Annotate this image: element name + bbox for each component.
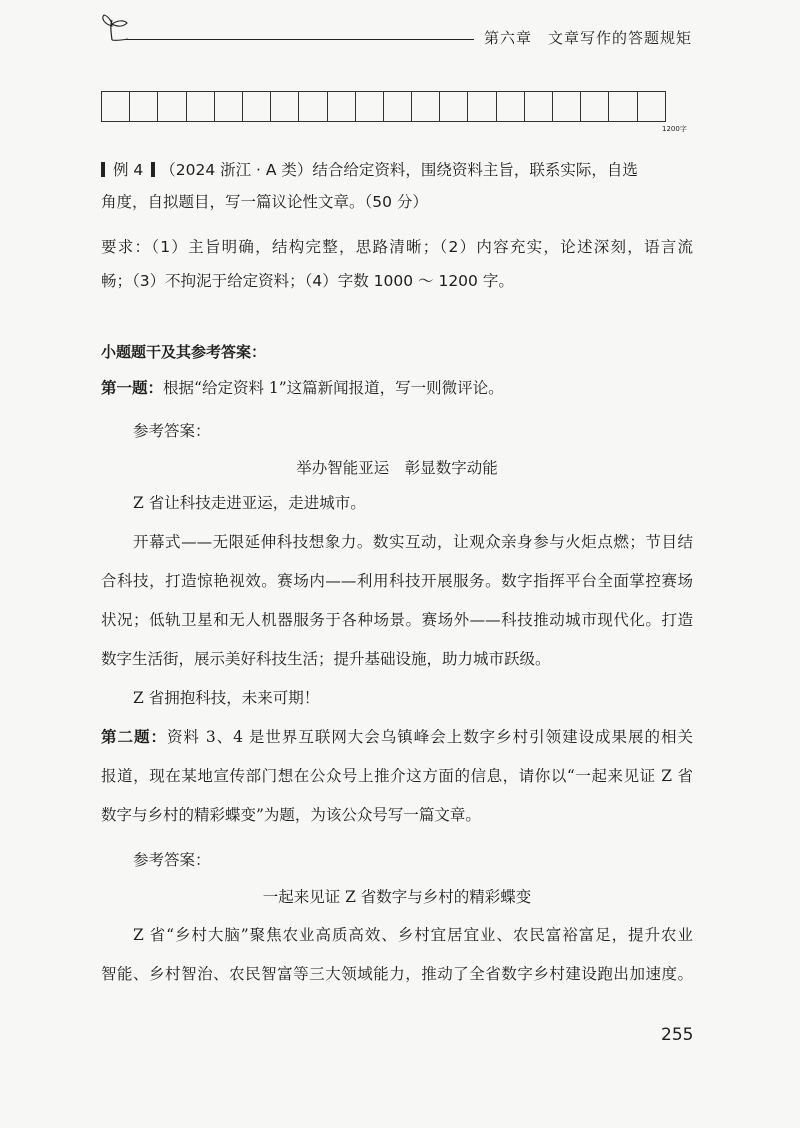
example-prompt-text: （2024 浙江 · A 类）结合给定资料，围绕资料主旨，联系实际，自选 (160, 161, 638, 179)
example-line-2: 角度，自拟题目，写一篇议论性文章。（50 分） (101, 193, 428, 211)
grid-cell (412, 91, 440, 122)
q2-prompt-line-1 (101, 727, 693, 747)
example-line-1 (101, 160, 638, 180)
q1-answer-line: 数字生活街，展示美好科技生活；提升基础设施，助力城市跃级。 (101, 650, 551, 668)
q2-answer-line: Z 省“乡村大脑”聚焦农业高质高效、乡村宜居宜业、农民富裕富足，提升农业 (133, 926, 693, 944)
grid-cell (609, 91, 637, 122)
grid-cell (525, 91, 553, 122)
q1-answer-line: 状况；低轨卫星和无人机器服务于各种场景。赛场外——科技推动城市现代化。打造 (101, 611, 693, 629)
grid-word-count: 1200字 (662, 125, 687, 133)
grid-cell (328, 91, 356, 122)
q1-label: 第一题： (101, 378, 164, 397)
example-bar-right (151, 162, 155, 177)
q2-prompt-line-2: 报道，现在某地宣传部门想在公众号上推介这方面的信息，请你以“一起来见证 Z 省 (101, 767, 693, 785)
chapter-title: 文章写作的答题规矩 (547, 29, 692, 47)
grid-cell (356, 91, 384, 122)
q2-label: 第二题： (101, 727, 167, 746)
example-bar-left (101, 162, 105, 177)
page-number: 255 (661, 1025, 694, 1045)
grid-cell (440, 91, 468, 122)
grid-cell (158, 91, 186, 122)
requirements-line-2: 畅；（3）不拘泥于给定资料；（4）字数 1000 ～ 1200 字。 (101, 272, 514, 290)
q1-answer-line: 开幕式——无限延伸科技想象力。数实互动，让观众亲身参与火炬点燃；节目结 (133, 533, 693, 551)
section-heading: 小题题干及其参考答案： (101, 343, 267, 361)
grid-cell (243, 91, 271, 122)
grid-cell (581, 91, 609, 122)
grid-cell (638, 91, 666, 122)
chapter-number: 第六章 (483, 29, 532, 47)
q1-answer-title: 举办智能亚运 彰显数字动能 (296, 459, 498, 477)
q2-answer-line: 智能、乡村智治、农民智富等三大领域能力，推动了全省数字乡村建设跑出加速度。 (101, 965, 693, 983)
q2-answer-title: 一起来见证 Z 省数字与乡村的精彩蝶变 (262, 888, 532, 906)
running-header (484, 27, 692, 48)
q1-text: 根据“给定资料 1”这篇新闻报道，写一则微评论。 (163, 379, 504, 397)
q1-answer-line: Z 省让科技走进亚运，走进城市。 (133, 494, 366, 512)
grid-cell (553, 91, 581, 122)
grid-cell (215, 91, 243, 122)
q2-text: 资料 3、4 是世界互联网大会乌镇峰会上数字乡村引领建设成果展的相关 (166, 728, 693, 746)
composition-grid (101, 91, 666, 122)
q2-prompt-line-3: 数字与乡村的精彩蝶变”为题，为该公众号写一篇文章。 (101, 806, 481, 824)
q1-answer-line: 合科技，打造惊艳视效。赛场内——利用科技开展服务。数字指挥平台全面掌控赛场 (101, 572, 693, 590)
header-rule (126, 39, 474, 40)
grid-cell (187, 91, 215, 122)
grid-cell (384, 91, 412, 122)
q1-prompt (101, 378, 504, 398)
grid-cell (299, 91, 327, 122)
q1-answer-label: 参考答案： (133, 422, 211, 440)
requirements-line-1: 要求：（1）主旨明确，结构完整，思路清晰；（2）内容充实，论述深刻，语言流 (101, 238, 693, 256)
grid-cell (130, 91, 158, 122)
grid-cell (497, 91, 525, 122)
q2-answer-label: 参考答案： (133, 851, 211, 869)
grid-cell (102, 91, 130, 122)
grid-cell (271, 91, 299, 122)
example-label: 例 4 (113, 161, 144, 179)
grid-cell (468, 91, 496, 122)
q1-answer-line: Z 省拥抱科技，未来可期！ (133, 689, 320, 707)
